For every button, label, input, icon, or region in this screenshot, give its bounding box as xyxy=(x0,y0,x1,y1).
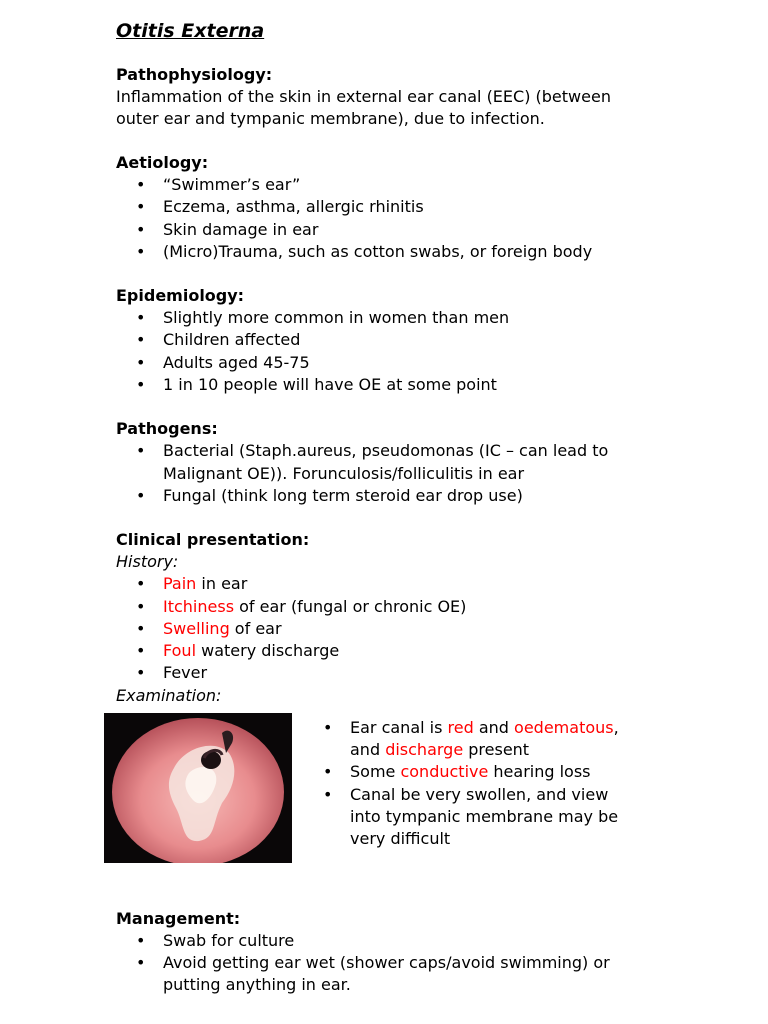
item-text: watery discharge xyxy=(196,641,340,661)
list-item: • 1 in 10 people will have OE at some point xyxy=(116,374,716,396)
highlight-term: oedematous xyxy=(514,717,614,737)
list-item: • Canal be very swollen, and view into tympanic membrane may be very difficult xyxy=(303,784,643,851)
list-item: • Avoid getting ear wet (shower caps/avoid swimming) or putting anything in ear. xyxy=(116,952,626,997)
list-item xyxy=(116,640,716,662)
highlight-term: Itchiness xyxy=(163,596,235,616)
list-item: • (Micro)Trauma, such as cotton swabs, or foreign body xyxy=(116,241,716,263)
item-text: Fever xyxy=(163,663,208,683)
highlight-term: Foul xyxy=(163,641,197,661)
epidemiology-list xyxy=(116,307,716,396)
list-item: • “Swimmer’s ear” xyxy=(116,174,716,196)
history-label: History: xyxy=(116,552,179,572)
management-list xyxy=(116,930,626,997)
list-item xyxy=(116,662,716,684)
highlight-term: red xyxy=(447,717,474,737)
list-item xyxy=(116,596,716,618)
item-text: of ear (fungal or chronic OE) xyxy=(234,596,467,616)
epidemiology-heading: Epidemiology: xyxy=(116,286,245,306)
list-item: • Eczema, asthma, allergic rhinitis xyxy=(116,196,716,218)
management-heading: Management: xyxy=(116,908,241,928)
item-text: hearing loss xyxy=(488,762,591,782)
highlight-term: Swelling xyxy=(163,618,230,638)
list-item: • Bacterial (Staph.aureus, pseudomonas (IC – can lead to Malignant OE)). Forunculosis/folliculitis in ear xyxy=(116,440,636,485)
item-text: and xyxy=(473,717,515,737)
item-text: in ear xyxy=(196,574,248,594)
pathogens-heading: Pathogens: xyxy=(116,419,218,439)
item-text: present xyxy=(463,740,530,760)
highlight-term: conductive xyxy=(400,762,489,782)
list-item xyxy=(303,761,643,783)
list-item: • Adults aged 45-75 xyxy=(116,352,716,374)
history-list xyxy=(116,573,716,684)
examination-list xyxy=(303,717,643,851)
highlight-term: discharge xyxy=(385,740,464,760)
clinical-heading: Clinical presentation: xyxy=(116,530,310,550)
list-item xyxy=(116,573,716,595)
pathophysiology-heading: Pathophysiology: xyxy=(116,65,273,84)
item-text: , and xyxy=(350,717,619,760)
list-item: • Slightly more common in women than men xyxy=(116,307,716,329)
examination-row xyxy=(116,707,716,863)
list-item: • Skin damage in ear xyxy=(116,219,716,241)
ear-canal-image xyxy=(104,713,292,863)
list-item: • Swab for culture xyxy=(116,930,626,952)
pathogens-list xyxy=(116,440,636,507)
item-text: Ear canal is xyxy=(350,717,448,737)
pathophysiology-text: Inflammation of the skin in external ear canal (EEC) (between outer ear and tympanic membrane), due to infection. xyxy=(116,87,611,128)
aetiology-list xyxy=(116,174,716,263)
list-item: • Fungal (think long term steroid ear drop use) xyxy=(116,485,636,507)
list-item: • Children affected xyxy=(116,329,716,351)
aetiology-heading: Aetiology: xyxy=(116,153,209,172)
highlight-term: Pain xyxy=(163,574,197,594)
list-item xyxy=(116,618,716,640)
examination-label: Examination: xyxy=(116,685,222,705)
item-text: Some xyxy=(350,762,401,782)
list-item xyxy=(303,717,643,762)
document-title: Otitis Externa xyxy=(116,20,265,42)
item-text: of ear xyxy=(229,618,282,638)
document-page xyxy=(116,18,716,997)
